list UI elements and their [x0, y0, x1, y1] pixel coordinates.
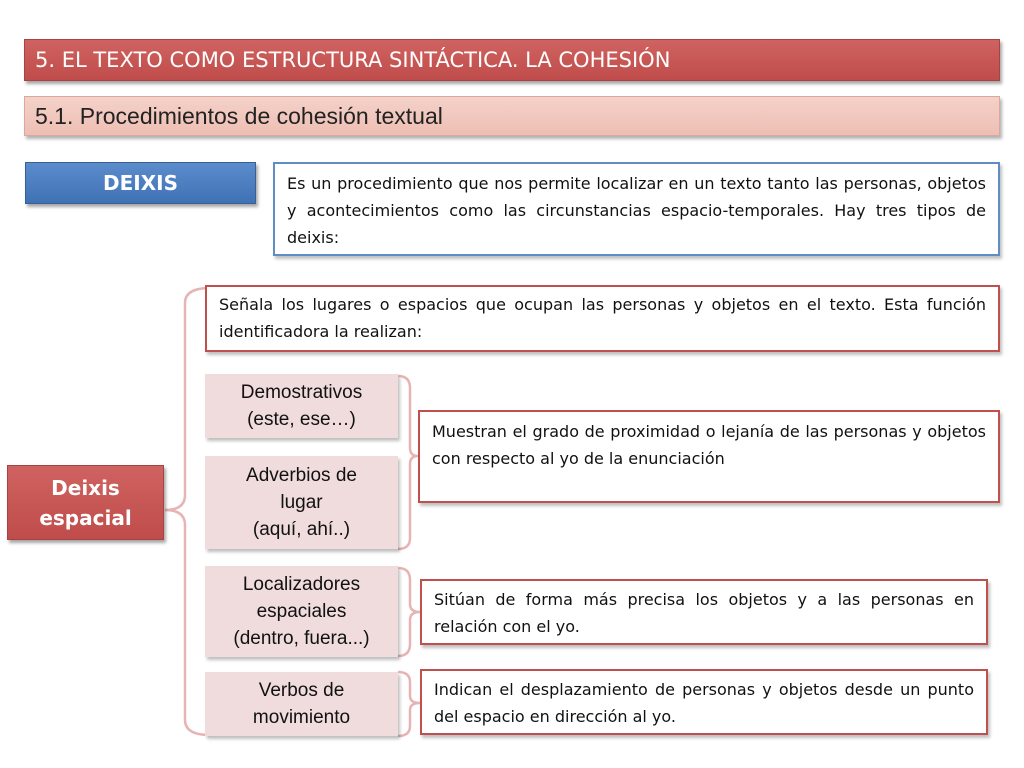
explanation-precision: Sitúan de forma más precisa los objetos y a las personas en relación con el yo. — [434, 590, 974, 636]
explanation-desplazamiento: Indican el desplazamiento de personas y objetos desde un punto del espacio en dirección al yo. — [434, 680, 974, 726]
subsection-title: 5.1. Procedimientos de cohesión textual — [35, 102, 443, 129]
demostrativos-label: Demostrativos — [240, 382, 363, 403]
deixis-espacial-box — [7, 465, 164, 540]
explanation-proximidad-box — [418, 410, 1000, 503]
deixis-espacial-label-line2: espacial — [39, 505, 132, 530]
adverbios-label-line1: Adverbios de — [246, 465, 357, 486]
verbos-label-line1: Verbos de — [258, 680, 345, 701]
localizadores-label-line1: Localizadores — [242, 574, 361, 595]
deixis-label: DEIXIS — [103, 171, 178, 195]
bracket-desplazamiento — [398, 672, 420, 736]
section-title-banner — [24, 39, 1000, 81]
adverbios-examples: (aquí, ahí..) — [252, 519, 351, 540]
main-bracket — [165, 288, 210, 735]
deixis-espacial-label-line1: Deixis — [51, 475, 120, 500]
adverbios-label-line2: lugar — [280, 492, 323, 513]
bracket-proximidad — [398, 376, 418, 549]
localizadores-label-line2: espaciales — [256, 601, 347, 622]
localizadores-examples: (dentro, fuera...) — [233, 628, 370, 649]
deixis-definition-box — [273, 162, 1000, 256]
category-demostrativos — [205, 374, 398, 438]
deixis-espacial-description: Señala los lugares o espacios que ocupan las personas y objetos en el texto. Esta función identificadora la realizan: — [219, 295, 986, 341]
demostrativos-examples: (este, ese…) — [247, 409, 356, 430]
explanation-desplazamiento-box — [420, 669, 988, 735]
bracket-precision — [398, 568, 420, 656]
subsection-title-banner — [24, 96, 1000, 136]
category-adverbios — [205, 456, 398, 549]
deixis-definition: Es un procedimiento que nos permite localizar en un texto tanto las personas, objetos y acontecimientos como las circunstancias espacio-temporales. Hay tres tipos de deixis: — [287, 174, 986, 247]
explanation-precision-box — [420, 579, 988, 645]
category-verbos — [205, 672, 398, 736]
explanation-proximidad: Muestran el grado de proximidad o lejanía de las personas y objetos con respecto al yo de la enunciación — [432, 422, 986, 468]
deixis-espacial-description-box — [205, 285, 1000, 352]
section-title: 5. EL TEXTO COMO ESTRUCTURA SINTÁCTICA. LA COHESIÓN — [35, 48, 671, 72]
verbos-label-line2: movimiento — [252, 707, 351, 728]
deixis-label-box — [25, 162, 256, 204]
category-localizadores — [205, 566, 398, 657]
